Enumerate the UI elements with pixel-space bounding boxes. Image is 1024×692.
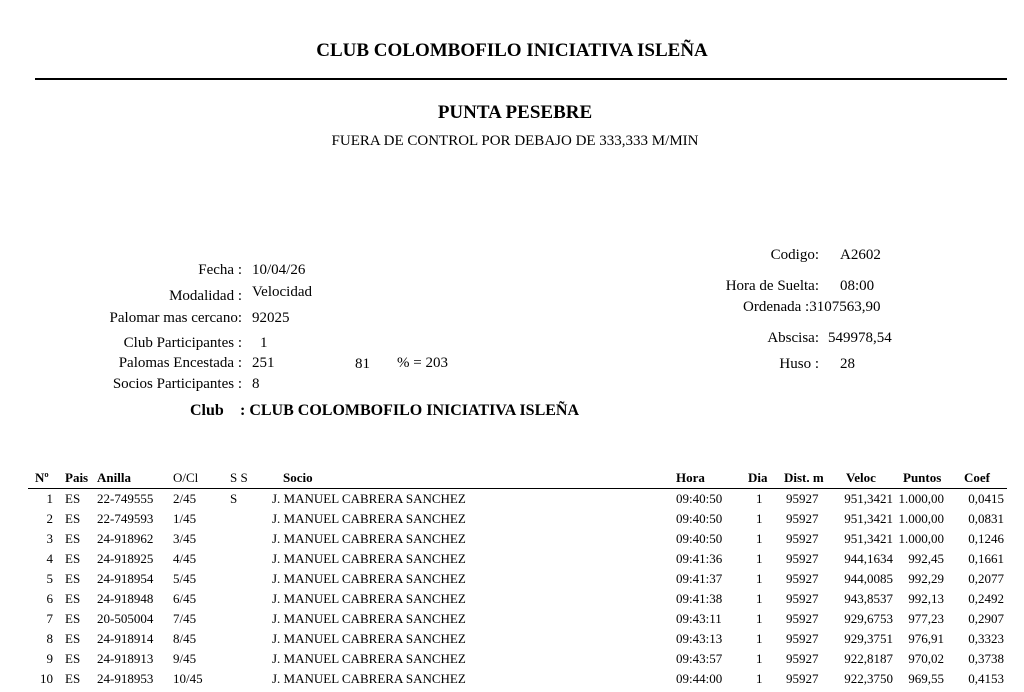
cell-anilla: 24-918962 bbox=[97, 531, 154, 546]
codigo-label: Codigo: bbox=[770, 247, 819, 263]
table-row bbox=[0, 671, 1024, 691]
cell-n: 8 bbox=[46, 631, 53, 646]
cell-hora: 09:41:37 bbox=[676, 571, 723, 586]
cell-n: 7 bbox=[46, 611, 53, 626]
cell-veloc: 944,0085 bbox=[844, 571, 893, 586]
cell-dia: 1 bbox=[756, 631, 763, 646]
cell-socio: J. MANUEL CABRERA SANCHEZ bbox=[272, 631, 466, 646]
col-header-pais: Pais bbox=[65, 470, 89, 485]
col-header-hora: Hora bbox=[676, 470, 705, 485]
cell-coef: 0,0831 bbox=[968, 511, 1004, 526]
cell-socio: J. MANUEL CABRERA SANCHEZ bbox=[272, 671, 466, 686]
cell-n: 4 bbox=[46, 551, 53, 566]
club-participantes-value: 1 bbox=[260, 335, 268, 351]
cell-anilla: 24-918954 bbox=[97, 571, 154, 586]
col-header-dia: Dia bbox=[748, 470, 768, 485]
cell-veloc: 929,3751 bbox=[844, 631, 893, 646]
cell-anilla: 22-749555 bbox=[97, 491, 154, 506]
palomar-label: Palomar mas cercano: bbox=[109, 310, 242, 326]
cell-pais: ES bbox=[65, 491, 81, 506]
abscisa-label: Abscisa: bbox=[767, 330, 819, 346]
cell-veloc: 951,3421 bbox=[844, 491, 893, 506]
cell-coef: 0,2077 bbox=[968, 571, 1004, 586]
percent-result: % = 203 bbox=[397, 355, 448, 371]
cell-hora: 09:43:57 bbox=[676, 651, 723, 666]
race-title: PUNTA PESEBRE bbox=[437, 102, 593, 123]
cell-socio: J. MANUEL CABRERA SANCHEZ bbox=[272, 551, 466, 566]
cell-dia: 1 bbox=[756, 491, 763, 506]
cell-hora: 09:44:00 bbox=[676, 671, 723, 686]
club-name: : CLUB COLOMBOFILO INICIATIVA ISLEÑA bbox=[240, 402, 580, 419]
cell-hora: 09:41:36 bbox=[676, 551, 723, 566]
cell-dist: 95927 bbox=[786, 651, 819, 666]
cell-coef: 0,1661 bbox=[968, 551, 1004, 566]
cell-ocl: 5/45 bbox=[173, 571, 197, 586]
club-participantes-label: Club Participantes : bbox=[123, 335, 242, 351]
cell-dist: 95927 bbox=[786, 571, 819, 586]
cell-veloc: 951,3421 bbox=[844, 511, 893, 526]
cell-anilla: 24-918948 bbox=[97, 591, 154, 606]
cell-socio: J. MANUEL CABRERA SANCHEZ bbox=[272, 491, 466, 506]
col-header-ss: S S bbox=[230, 470, 248, 485]
cell-socio: J. MANUEL CABRERA SANCHEZ bbox=[272, 511, 466, 526]
cell-socio: J. MANUEL CABRERA SANCHEZ bbox=[272, 611, 466, 626]
palomas-value: 251 bbox=[252, 355, 275, 371]
cell-anilla: 20-505004 bbox=[97, 611, 154, 626]
ordenada-value: 3107563,90 bbox=[809, 299, 881, 315]
cell-pais: ES bbox=[65, 511, 81, 526]
table-row bbox=[0, 551, 1024, 571]
cell-dist: 95927 bbox=[786, 671, 819, 686]
cell-pais: ES bbox=[65, 571, 81, 586]
cell-coef: 0,1246 bbox=[968, 531, 1004, 546]
cell-dia: 1 bbox=[756, 511, 763, 526]
cell-n: 6 bbox=[46, 591, 53, 606]
race-subtitle: FUERA DE CONTROL POR DEBAJO DE 333,333 M/MIN bbox=[331, 133, 699, 149]
cell-ocl: 6/45 bbox=[173, 591, 197, 606]
cell-dist: 95927 bbox=[786, 611, 819, 626]
cell-coef: 0,2492 bbox=[968, 591, 1004, 606]
fecha-value: 10/04/26 bbox=[252, 262, 306, 278]
cell-dia: 1 bbox=[756, 591, 763, 606]
cell-hora: 09:43:13 bbox=[676, 631, 723, 646]
cell-dia: 1 bbox=[756, 611, 763, 626]
cell-veloc: 944,1634 bbox=[844, 551, 893, 566]
cell-ss: S bbox=[230, 491, 238, 506]
cell-puntos: 1.000,00 bbox=[898, 491, 944, 506]
col-header-veloc: Veloc bbox=[846, 470, 876, 485]
cell-puntos: 1.000,00 bbox=[898, 511, 944, 526]
modalidad-value: Velocidad bbox=[252, 284, 312, 300]
cell-dist: 95927 bbox=[786, 551, 819, 566]
cell-veloc: 943,8537 bbox=[844, 591, 893, 606]
modalidad-label: Modalidad : bbox=[169, 288, 242, 304]
table-header-divider bbox=[28, 488, 1007, 489]
table-row bbox=[0, 531, 1024, 551]
cell-hora: 09:40:50 bbox=[676, 491, 723, 506]
cell-dist: 95927 bbox=[786, 511, 819, 526]
cell-ocl: 10/45 bbox=[173, 671, 203, 686]
cell-pais: ES bbox=[65, 551, 81, 566]
ordenada-row bbox=[743, 299, 880, 316]
cell-dist: 95927 bbox=[786, 631, 819, 646]
cell-puntos: 970,02 bbox=[908, 651, 944, 666]
huso-value: 28 bbox=[840, 356, 855, 372]
cell-socio: J. MANUEL CABRERA SANCHEZ bbox=[272, 591, 466, 606]
cell-socio: J. MANUEL CABRERA SANCHEZ bbox=[272, 651, 466, 666]
cell-puntos: 977,23 bbox=[908, 611, 944, 626]
table-row bbox=[0, 491, 1024, 511]
cell-coef: 0,3323 bbox=[968, 631, 1004, 646]
cell-socio: J. MANUEL CABRERA SANCHEZ bbox=[272, 531, 466, 546]
cell-pais: ES bbox=[65, 651, 81, 666]
ordenada-label: Ordenada : bbox=[743, 299, 810, 315]
cell-dia: 1 bbox=[756, 531, 763, 546]
cell-anilla: 22-749593 bbox=[97, 511, 154, 526]
palomar-value: 92025 bbox=[252, 310, 290, 326]
cell-puntos: 976,91 bbox=[908, 631, 944, 646]
cell-ocl: 8/45 bbox=[173, 631, 197, 646]
club-title: CLUB COLOMBOFILO INICIATIVA ISLEÑA bbox=[316, 40, 708, 61]
cell-veloc: 922,3750 bbox=[844, 671, 893, 686]
cell-hora: 09:41:38 bbox=[676, 591, 723, 606]
cell-puntos: 1.000,00 bbox=[898, 531, 944, 546]
cell-pais: ES bbox=[65, 631, 81, 646]
fecha-label: Fecha : bbox=[198, 262, 242, 278]
cell-ocl: 2/45 bbox=[173, 491, 197, 506]
cell-dist: 95927 bbox=[786, 531, 819, 546]
club-label: Club bbox=[190, 402, 224, 419]
cell-n: 9 bbox=[46, 651, 53, 666]
cell-n: 10 bbox=[40, 671, 53, 686]
cell-pais: ES bbox=[65, 611, 81, 626]
abscisa-value: 549978,54 bbox=[828, 330, 892, 346]
col-header-ocl: O/Cl bbox=[173, 470, 199, 485]
cell-coef: 0,3738 bbox=[968, 651, 1004, 666]
cell-coef: 0,0415 bbox=[968, 491, 1004, 506]
table-row bbox=[0, 611, 1024, 631]
cell-anilla: 24-918913 bbox=[97, 651, 154, 666]
cell-ocl: 4/45 bbox=[173, 551, 197, 566]
col-header-anilla: Anilla bbox=[97, 470, 131, 485]
cell-coef: 0,4153 bbox=[968, 671, 1004, 686]
cell-n: 2 bbox=[46, 511, 53, 526]
col-header-n: Nº bbox=[35, 470, 49, 485]
table-row bbox=[0, 511, 1024, 531]
cell-pais: ES bbox=[65, 531, 81, 546]
cell-ocl: 3/45 bbox=[173, 531, 197, 546]
cell-veloc: 951,3421 bbox=[844, 531, 893, 546]
cell-pais: ES bbox=[65, 591, 81, 606]
cell-puntos: 969,55 bbox=[908, 671, 944, 686]
cell-hora: 09:43:11 bbox=[676, 611, 722, 626]
col-header-dist: Dist. m bbox=[784, 470, 824, 485]
cell-pais: ES bbox=[65, 671, 81, 686]
cell-hora: 09:40:50 bbox=[676, 511, 723, 526]
cell-veloc: 929,6753 bbox=[844, 611, 893, 626]
palomas-label: Palomas Encestada : bbox=[118, 355, 242, 371]
cell-n: 5 bbox=[46, 571, 53, 586]
table-row bbox=[0, 571, 1024, 591]
cell-dia: 1 bbox=[756, 671, 763, 686]
cell-dist: 95927 bbox=[786, 491, 819, 506]
table-row bbox=[0, 651, 1024, 671]
socios-value: 8 bbox=[252, 376, 260, 392]
col-header-coef: Coef bbox=[964, 470, 990, 485]
hora-suelta-label: Hora de Suelta: bbox=[725, 278, 819, 294]
table-row bbox=[0, 591, 1024, 611]
socios-label: Socios Participantes : bbox=[112, 376, 242, 392]
cell-dia: 1 bbox=[756, 651, 763, 666]
cell-n: 1 bbox=[46, 491, 53, 506]
cell-dia: 1 bbox=[756, 551, 763, 566]
cell-puntos: 992,29 bbox=[908, 571, 944, 586]
cell-n: 3 bbox=[46, 531, 53, 546]
cell-socio: J. MANUEL CABRERA SANCHEZ bbox=[272, 571, 466, 586]
codigo-value: A2602 bbox=[840, 247, 881, 263]
huso-label: Huso : bbox=[779, 356, 819, 372]
table-row bbox=[0, 631, 1024, 651]
percent-base: 81 bbox=[355, 356, 370, 372]
cell-puntos: 992,13 bbox=[908, 591, 944, 606]
hora-suelta-value: 08:00 bbox=[840, 278, 875, 294]
cell-ocl: 1/45 bbox=[173, 511, 197, 526]
cell-dia: 1 bbox=[756, 571, 763, 586]
cell-anilla: 24-918914 bbox=[97, 631, 154, 646]
col-header-puntos: Puntos bbox=[903, 470, 942, 485]
col-header-socio: Socio bbox=[283, 470, 313, 485]
cell-ocl: 9/45 bbox=[173, 651, 197, 666]
cell-veloc: 922,8187 bbox=[844, 651, 893, 666]
cell-ocl: 7/45 bbox=[173, 611, 197, 626]
cell-anilla: 24-918953 bbox=[97, 671, 154, 686]
cell-dist: 95927 bbox=[786, 591, 819, 606]
cell-hora: 09:40:50 bbox=[676, 531, 723, 546]
cell-puntos: 992,45 bbox=[908, 551, 944, 566]
header-divider bbox=[35, 78, 1007, 80]
cell-coef: 0,2907 bbox=[968, 611, 1004, 626]
cell-anilla: 24-918925 bbox=[97, 551, 154, 566]
